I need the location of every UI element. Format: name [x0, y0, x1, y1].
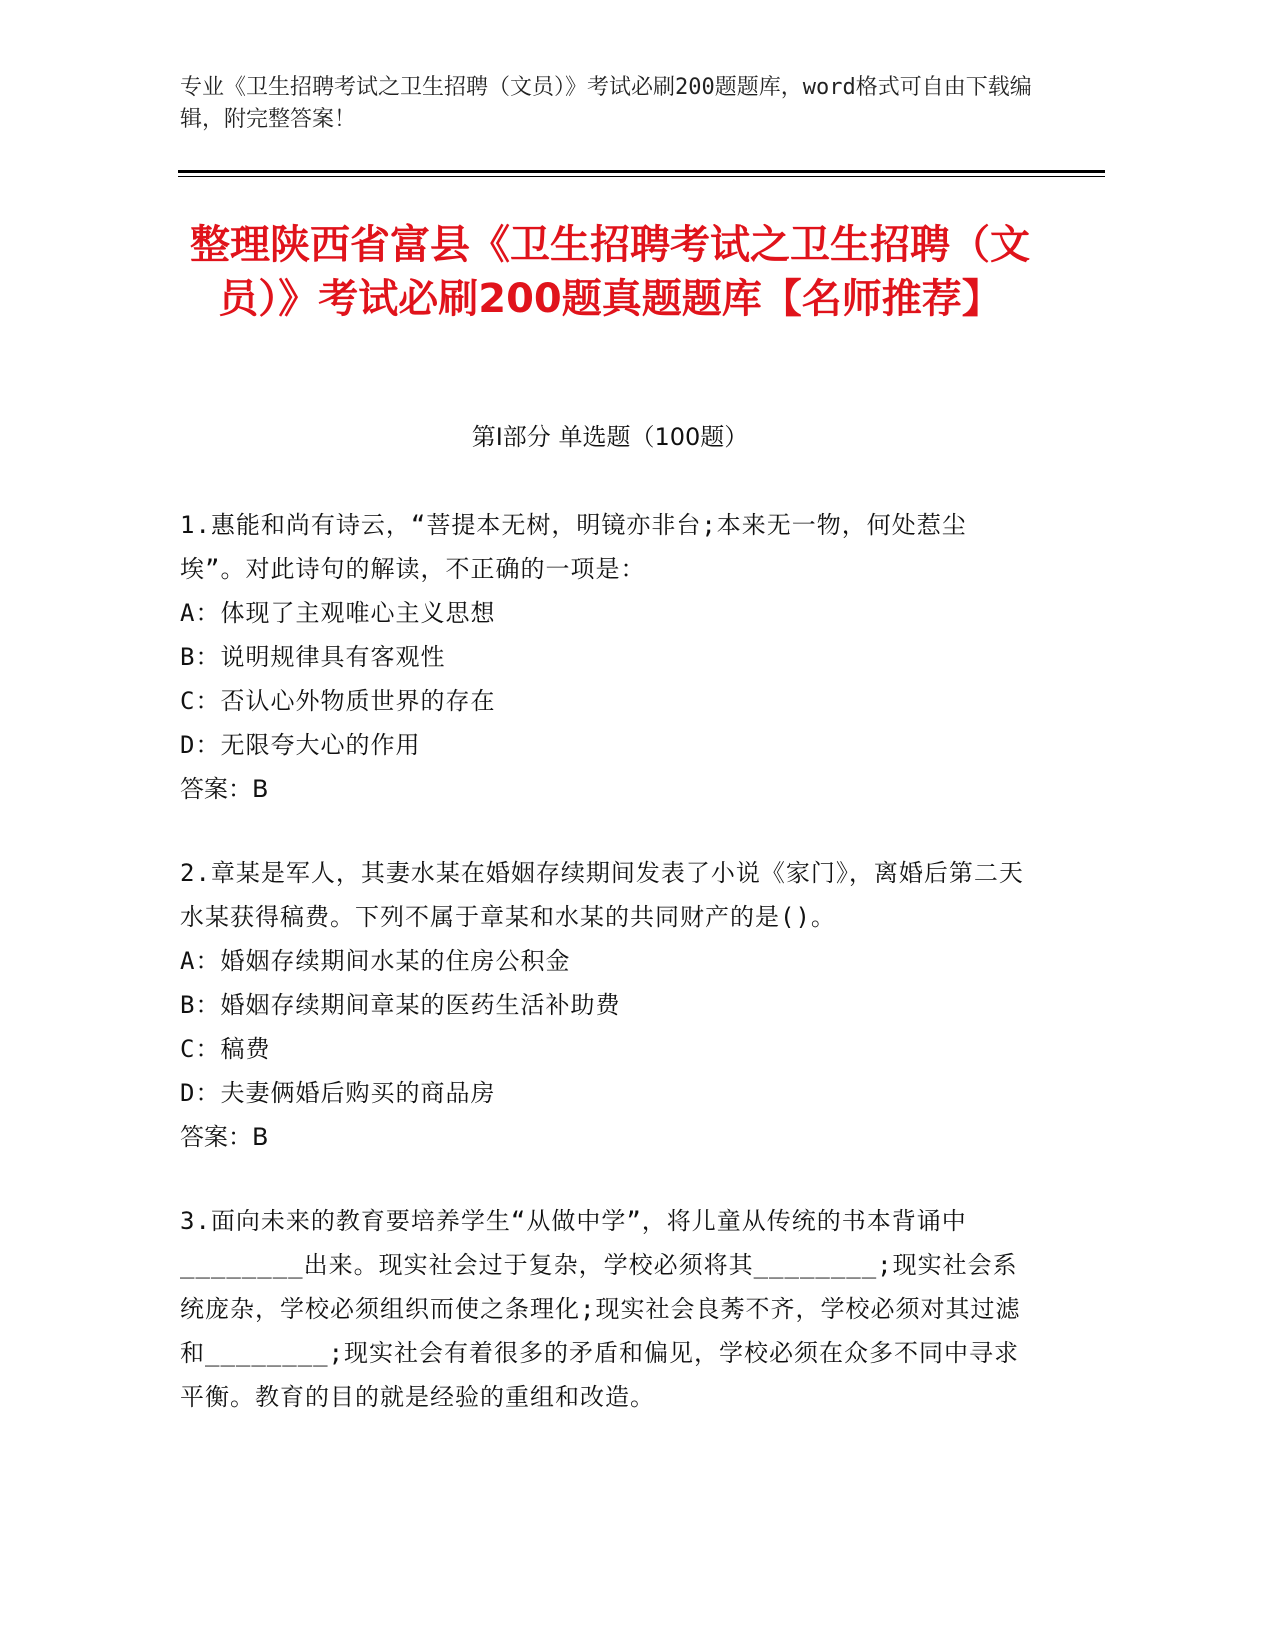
question-1 — [180, 503, 1030, 811]
question-2 — [180, 851, 1030, 1159]
document-title: 整理陕西省富县《卫生招聘考试之卫生招聘（文员）》考试必刷200题真题题库【名师推荐】 — [190, 222, 1030, 322]
answer-line: 答案：B — [180, 775, 269, 803]
option-d: D：无限夸大心的作用 — [180, 731, 421, 759]
header-note: 专业《卫生招聘考试之卫生招聘（文员）》考试必刷200题题库，word格式可自由下载编辑，附完整答案！ — [180, 75, 1032, 132]
header-rule-thin — [178, 176, 1105, 177]
option-a: A：婚姻存续期间水某的住房公积金 — [180, 947, 571, 975]
option-c: C：否认心外物质世界的存在 — [180, 687, 496, 715]
section-heading: 第I部分 单选题（100题） — [471, 423, 749, 451]
option-a: A：体现了主观唯心主义思想 — [180, 599, 496, 627]
question-stem: 1.惠能和尚有诗云，“菩提本无树，明镜亦非台;本来无一物，何处惹尘埃”。对此诗句的解读，不正确的一项是： — [180, 511, 967, 583]
question-3 — [180, 1199, 1030, 1419]
header-rule-thick — [178, 170, 1105, 173]
question-stem: 3.面向未来的教育要培养学生“从做中学”，将儿童从传统的书本背诵中________出来。现实社会过于复杂，学校必须将其________;现实社会系统庞杂，学校必须组织而使之条理化;现实社会良莠不齐，学校必须对其过滤和________;现实社会有着很多的矛盾和偏见，学校必须在众多不同中寻求平衡。教育的目的就是经验的重组和改造。 — [180, 1207, 1021, 1411]
answer-line: 答案：B — [180, 1123, 269, 1151]
option-c: C：稿费 — [180, 1035, 271, 1063]
option-b: B：说明规律具有客观性 — [180, 643, 446, 671]
question-stem: 2.章某是军人，其妻水某在婚姻存续期间发表了小说《家门》，离婚后第二天水某获得稿费。下列不属于章某和水某的共同财产的是()。 — [180, 859, 1024, 931]
option-d: D：夫妻俩婚后购买的商品房 — [180, 1079, 496, 1107]
option-b: B：婚姻存续期间章某的医药生活补助费 — [180, 991, 621, 1019]
